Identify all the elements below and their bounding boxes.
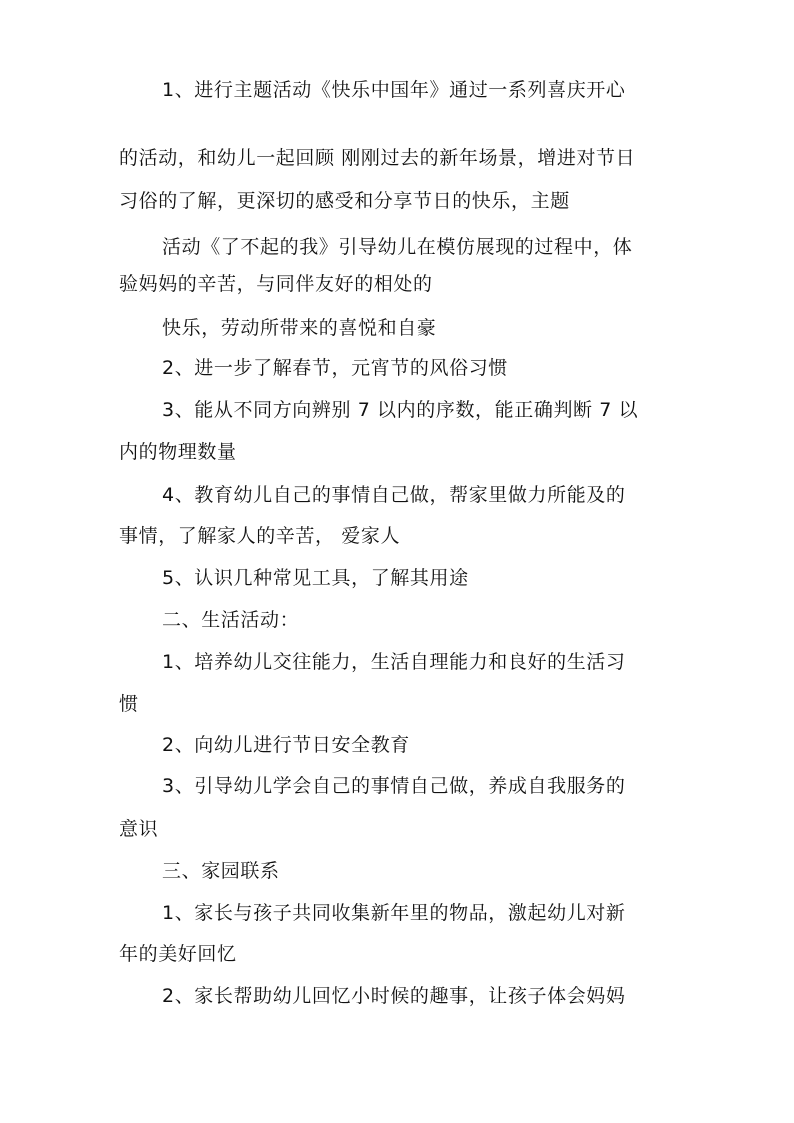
text-line: 5、认识几种常见工具，了解其用途 [162, 567, 469, 589]
text-line: 1、家长与孩子共同收集新年里的物品，激起幼儿对新 [162, 902, 626, 924]
text-line: 2、进一步了解春节，元宵节的风俗习惯 [162, 357, 508, 379]
section-heading: 二、生活活动： [162, 609, 300, 631]
text-line: 事情，了解家人的辛苦， 爱家人 [119, 525, 401, 547]
text-line: 1、培养幼儿交往能力，生活自理能力和良好的生活习 [162, 651, 626, 673]
text-line: 意识 [119, 818, 159, 840]
text-line: 内的物理数量 [119, 441, 237, 463]
text-line: 3、能从不同方向辨别 7 以内的序数，能正确判断 7 以 [162, 399, 639, 421]
section-heading: 三、家园联系 [162, 860, 280, 882]
text-line: 3、引导幼儿学会自己的事情自己做，养成自我服务的 [162, 775, 626, 797]
text-line: 活动《了不起的我》引导幼儿在模仿展现的过程中，体 [162, 236, 633, 258]
text-line: 4、教育幼儿自己的事情自己做，帮家里做力所能及的 [162, 484, 626, 506]
text-line: 的活动，和幼儿一起回顾 刚刚过去的新年场景，增进对节日 [119, 147, 636, 169]
text-line: 2、家长帮助幼儿回忆小时候的趣事，让孩子体会妈妈 [162, 985, 626, 1007]
text-line: 惯 [119, 693, 139, 715]
text-line: 验妈妈的辛苦，与同伴友好的相处的 [119, 273, 433, 295]
text-line: 快乐，劳动所带来的喜悦和自豪 [162, 317, 437, 339]
text-line: 1、进行主题活动《快乐中国年》通过一系列喜庆开心 [162, 79, 626, 101]
text-line: 习俗的了解，更深切的感受和分享节日的快乐，主题 [119, 190, 570, 212]
text-line: 年的美好回忆 [119, 943, 237, 965]
text-line: 2、向幼儿进行节日安全教育 [162, 734, 410, 756]
